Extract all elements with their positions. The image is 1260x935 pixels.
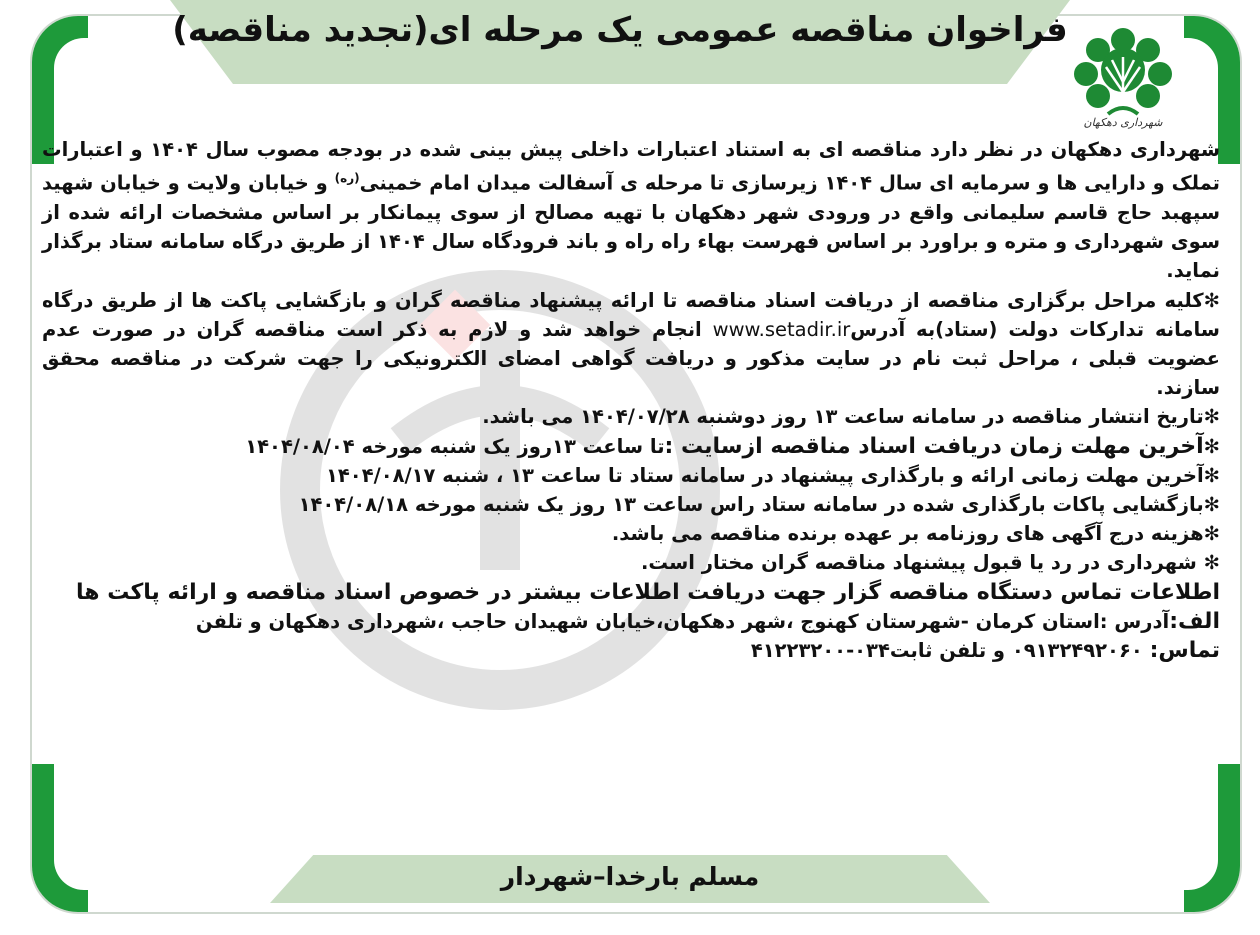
bullet-star-icon: ✻ [1203, 492, 1220, 516]
address-line: الف:آدرس :استان کرمان -شهرستان کهنوج ،شهر دهکهان،خیابان شهیدان حاجب ،شهرداری دهکهان و تلفن [195, 608, 1220, 634]
bullet-star-icon: ✻ [1203, 434, 1220, 458]
ad-cost-item: ✻هزینه درج آگهی های روزنامه بر عهده برنده مناقصه می باشد. [611, 522, 1220, 546]
phone-line: تماس: ۰۹۱۳۲۴۹۲۰۶۰ و تلفن ثابت۰۳۴-۴۱۲۲۳۲۰۰ [750, 637, 1220, 663]
intro-paragraph: شهرداری دهکهان در نظر دارد مناقصه ای به استناد اعتبارات داخلی پیش بینی شده در بودجه مصوب سال ۱۴۰۴ و اعتبارات تملک و دارایی ها و سرمایه ای سال ۱۴۰۴ زیرسازی تا مرحله ی آسفالت میدان امام خمینی$^{(ره)}$ و خیابان ولایت و خیابان شهید سپهبد حاج قاسم سلیمانی واقع در ورودی شهر دهکهان با تهیه مصالح از سوی پیمانکار بر اساس مشخصات ارائه شده از سوی شهرداری و متره و براورد بر اساس فهرست بهاء راه راه و باند فرودگاه سال ۱۴۰۴ از طریق درگاه سامانه ستاد برگذار نماید. [42, 138, 1221, 283]
page-title: فراخوان مناقصه عمومی یک مرحله ای(تجدید مناقصه) [172, 10, 1068, 50]
process-paragraph: ✻کلیه مراحل برگزاری مناقصه از دریافت اسناد مناقصه تا ارائه پیشنهاد مناقصه گران و بازگشایی پاکت ها از طریق درگاه سامانه تدارکات دولت (ستاد)به آدرسwww.setadir.ir انجام خواهد شد و لازم به ذکر است مناقصه گران در صورت عدم عضویت قبلی ، مراحل ثبت نام در سایت مذکور و دریافت گواهی امضای الکترونیکی را جهت شرکت در مناقصه محقق سازند. [42, 288, 1220, 400]
bullet-star-icon: ✻ [1203, 551, 1220, 575]
submission-deadline-item: ✻آخرین مهلت زمانی ارائه و بارگذاری پیشنهاد در سامانه ستاد تا ساعت ۱۳ ، شنبه ۱۴۰۴/۰۸/۱۷ [325, 463, 1220, 487]
bullet-star-icon: ✻ [1203, 463, 1220, 487]
document-deadline-item: ✻آخرین مهلت زمان دریافت اسناد مناقصه ازسایت :تا ساعت ۱۳روز یک شنبه مورخه ۱۴۰۴/۰۸/۰۴ [245, 433, 1220, 459]
opening-date-item: ✻بازگشایی پاکات بارگذاری شده در سامانه ستاد راس ساعت ۱۳ روز یک شنبه مورخه ۱۴۰۴/۰۸/۱۸ [298, 492, 1220, 516]
bullet-star-icon: ✻ [1203, 522, 1220, 546]
bullet-star-icon: ✻ [1203, 288, 1220, 312]
signature: مسلم بارخدا–شهردار [500, 862, 760, 891]
rejection-rights-item: ✻ شهرداری در رد یا قبول پیشنهاد مناقصه گران مختار است. [641, 551, 1220, 575]
bullet-star-icon: ✻ [1203, 405, 1220, 429]
publish-date-item: ✻تاریخ انتشار مناقصه در سامانه ساعت ۱۳ روز دوشنبه ۱۴۰۴/۰۷/۲۸ می باشد. [482, 405, 1220, 429]
contact-title: اطلاعات تماس دستگاه مناقصه گزار جهت دریافت اطلاعات بیشتر در خصوص اسناد مناقصه و ارائه پاکت ها [76, 579, 1220, 605]
notice-body [42, 135, 1220, 665]
setad-url-link[interactable]: www.setadir.ir [712, 317, 851, 341]
logo-caption: شهرداری دهکهان [1083, 116, 1163, 129]
